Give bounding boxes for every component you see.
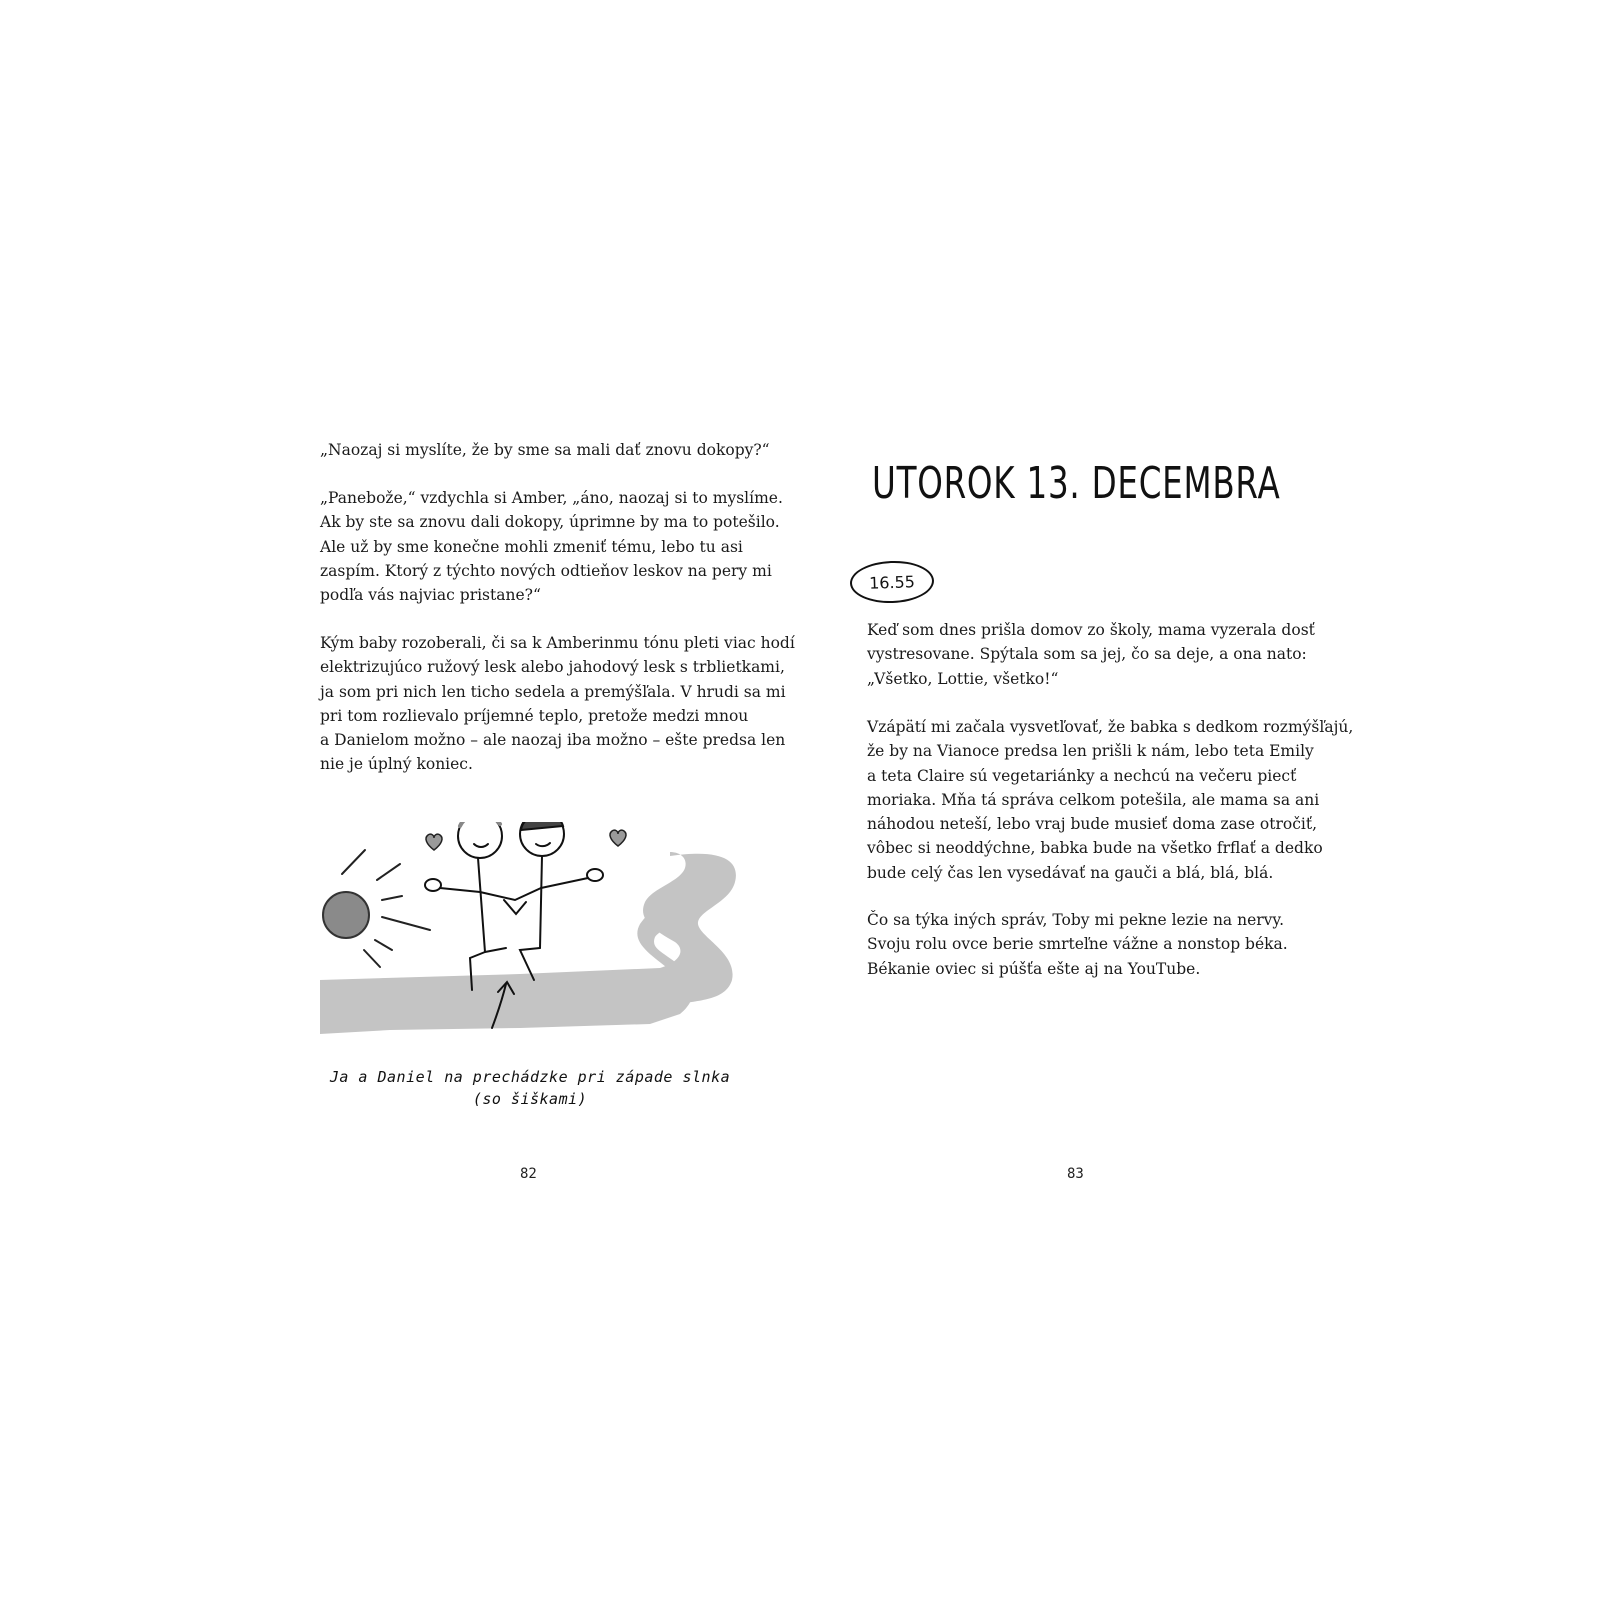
- text-line: Ak by ste sa znovu dali dokopy, úprimne by ma to potešilo.: [320, 513, 780, 532]
- text-line: elektrizujúco ružový lesk alebo jahodový lesk s trblietkami,: [320, 658, 785, 677]
- text-line: Ale už by sme konečne mohli zmeniť tému, lebo tu asi: [320, 537, 743, 556]
- illustration-caption-line1: Ja a Daniel na prechádzke pri západe slnka: [329, 1068, 731, 1086]
- text-line: že by na Vianoce predsa len prišli k nám, lebo teta Emily: [867, 742, 1314, 761]
- path-shape: [610, 830, 626, 846]
- text-line: Keď som dnes prišla domov zo školy, mama vyzerala dosť: [867, 621, 1315, 639]
- illustration-caption-line2: (so šiškami): [472, 1090, 588, 1108]
- page-number: 83: [1067, 1166, 1084, 1182]
- right-page: [800, 0, 1600, 1600]
- text-line: moriaka. Mňa tá správa celkom potešila, ale mama sa ani: [867, 790, 1320, 809]
- text-line: a teta Claire sú vegetariánky a nechcú na večeru piecť: [867, 766, 1297, 785]
- text-line: ja som pri nich len ticho sedela a premýšľala. V hrudi sa mi: [320, 682, 786, 701]
- heart-icon: [610, 830, 626, 846]
- text-line: bude celý čas len vysedávať na gauči a blá, blá, blá.: [867, 863, 1274, 882]
- text-line: Kým baby rozoberali, či sa k Amberinmu tónu pleti viac hodí: [320, 634, 795, 652]
- text-line: vystresovane. Spýtala som sa jej, čo sa deje, a ona nato:: [867, 645, 1307, 664]
- text-line: Békanie oviec si púšťa ešte aj na YouTube.: [867, 959, 1201, 978]
- paragraph: [320, 631, 795, 777]
- heart-icon: [426, 834, 442, 850]
- text-line: Svoju rolu ovce berie smrteľne vážne a nonstop béka.: [867, 935, 1288, 954]
- path-shape: [541, 878, 588, 888]
- path-shape: [485, 948, 506, 952]
- text-line: vôbec si neoddýchne, babka bude na všetko frflať a dedko: [867, 839, 1323, 858]
- text-line: „Všetko, Lottie, všetko!“: [867, 669, 1059, 688]
- text-line: a Danielom možno – ale naozaj iba možno – ešte predsa len: [320, 731, 786, 750]
- text-line: Vzápätí mi začala vysvetľovať, že babka s dedkom rozmýšľajú,: [867, 718, 1354, 736]
- text-line: „Naozaj si myslíte, že by sme sa mali dať znovu dokopy?“: [320, 441, 770, 459]
- path-shape: [440, 888, 480, 892]
- text-line: podľa vás najviac pristane?“: [320, 586, 541, 605]
- paragraph: [867, 715, 1353, 885]
- chapter-title: UTOROK 13. DECEMBRA: [872, 458, 1281, 509]
- path-shape: [504, 900, 526, 914]
- path-shape: [426, 834, 442, 850]
- text-line: pri tom rozlievalo príjemné teplo, pretože medzi mnou: [320, 706, 749, 725]
- paragraph: [867, 618, 1315, 691]
- paragraph: [867, 908, 1288, 981]
- text-line: Čo sa týka iných správ, Toby mi pekne lezie na nervy.: [867, 911, 1285, 929]
- text-line: „Panebože,“ vzdychla si Amber, „áno, naozaj si to myslíme.: [320, 489, 783, 507]
- sunset-walk-illustration: [320, 822, 750, 1062]
- time-badge: 16.55: [849, 560, 934, 605]
- text-line: nie je úplný koniec.: [320, 755, 473, 774]
- paragraph: [320, 438, 770, 462]
- sun-icon: [323, 892, 369, 938]
- path-shape: [480, 888, 541, 900]
- page-number: 82: [520, 1166, 537, 1182]
- paragraph: [320, 486, 783, 607]
- text-line: náhodou neteší, lebo vraj bude musieť doma zase otročiť,: [867, 815, 1317, 834]
- text-line: zaspím. Ktorý z týchto nových odtieňov leskov na pery mi: [320, 561, 772, 580]
